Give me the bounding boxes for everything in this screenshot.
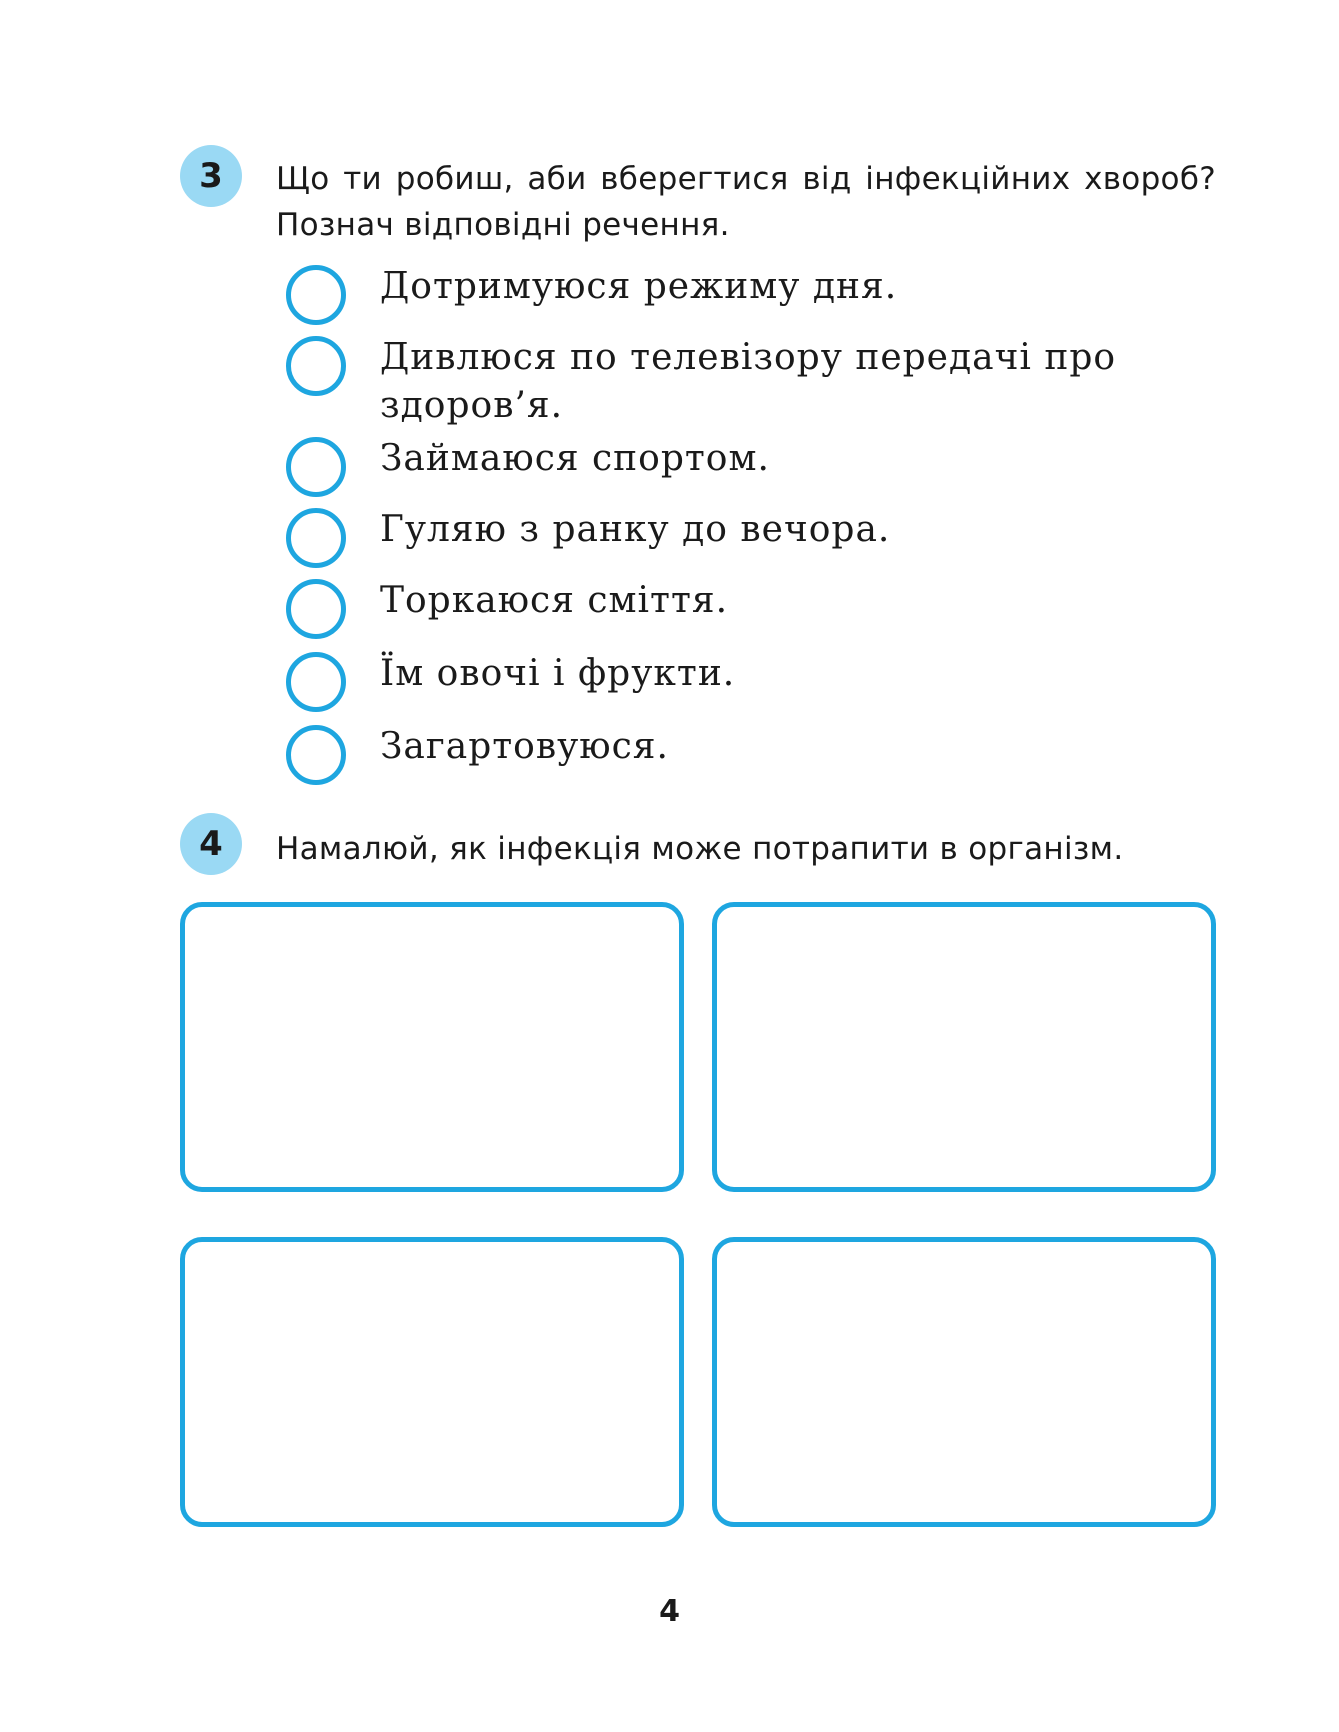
drawing-box-1[interactable]: [180, 902, 684, 1192]
option-1-checkbox[interactable]: [286, 265, 346, 325]
task-3-number-badge: 3: [180, 145, 242, 207]
option-7-checkbox[interactable]: [286, 725, 346, 785]
page-number: 4: [659, 1594, 680, 1629]
option-7-label: Загартовуюся.: [380, 726, 669, 767]
option-1-label: Дотримуюся режиму дня.: [380, 266, 898, 307]
option-6-label: Їм овочі і фрукти.: [380, 653, 736, 694]
option-4-label: Гуляю з ранку до вечора.: [380, 509, 891, 550]
task-4-number-badge: 4: [180, 813, 242, 875]
option-2-checkbox[interactable]: [286, 336, 346, 396]
option-5-label: Торкаюся сміття.: [380, 580, 729, 621]
option-3-label: Займаюся спортом.: [380, 438, 770, 479]
task-3-prompt: Що ти робиш, аби вберегтися від інфекційних хвороб? Познач відповідні речення.: [276, 161, 1216, 243]
option-2-label: Дивлюся по телевізору передачі про здоров’я.: [380, 337, 1117, 426]
drawing-box-2[interactable]: [712, 902, 1216, 1192]
option-3-checkbox[interactable]: [286, 437, 346, 497]
drawing-box-3[interactable]: [180, 1237, 684, 1527]
task-4-prompt: Намалюй, як інфекція може потрапити в організм.: [276, 831, 1124, 867]
option-4-checkbox[interactable]: [286, 508, 346, 568]
drawing-box-4[interactable]: [712, 1237, 1216, 1527]
option-6-checkbox[interactable]: [286, 652, 346, 712]
option-5-checkbox[interactable]: [286, 579, 346, 639]
